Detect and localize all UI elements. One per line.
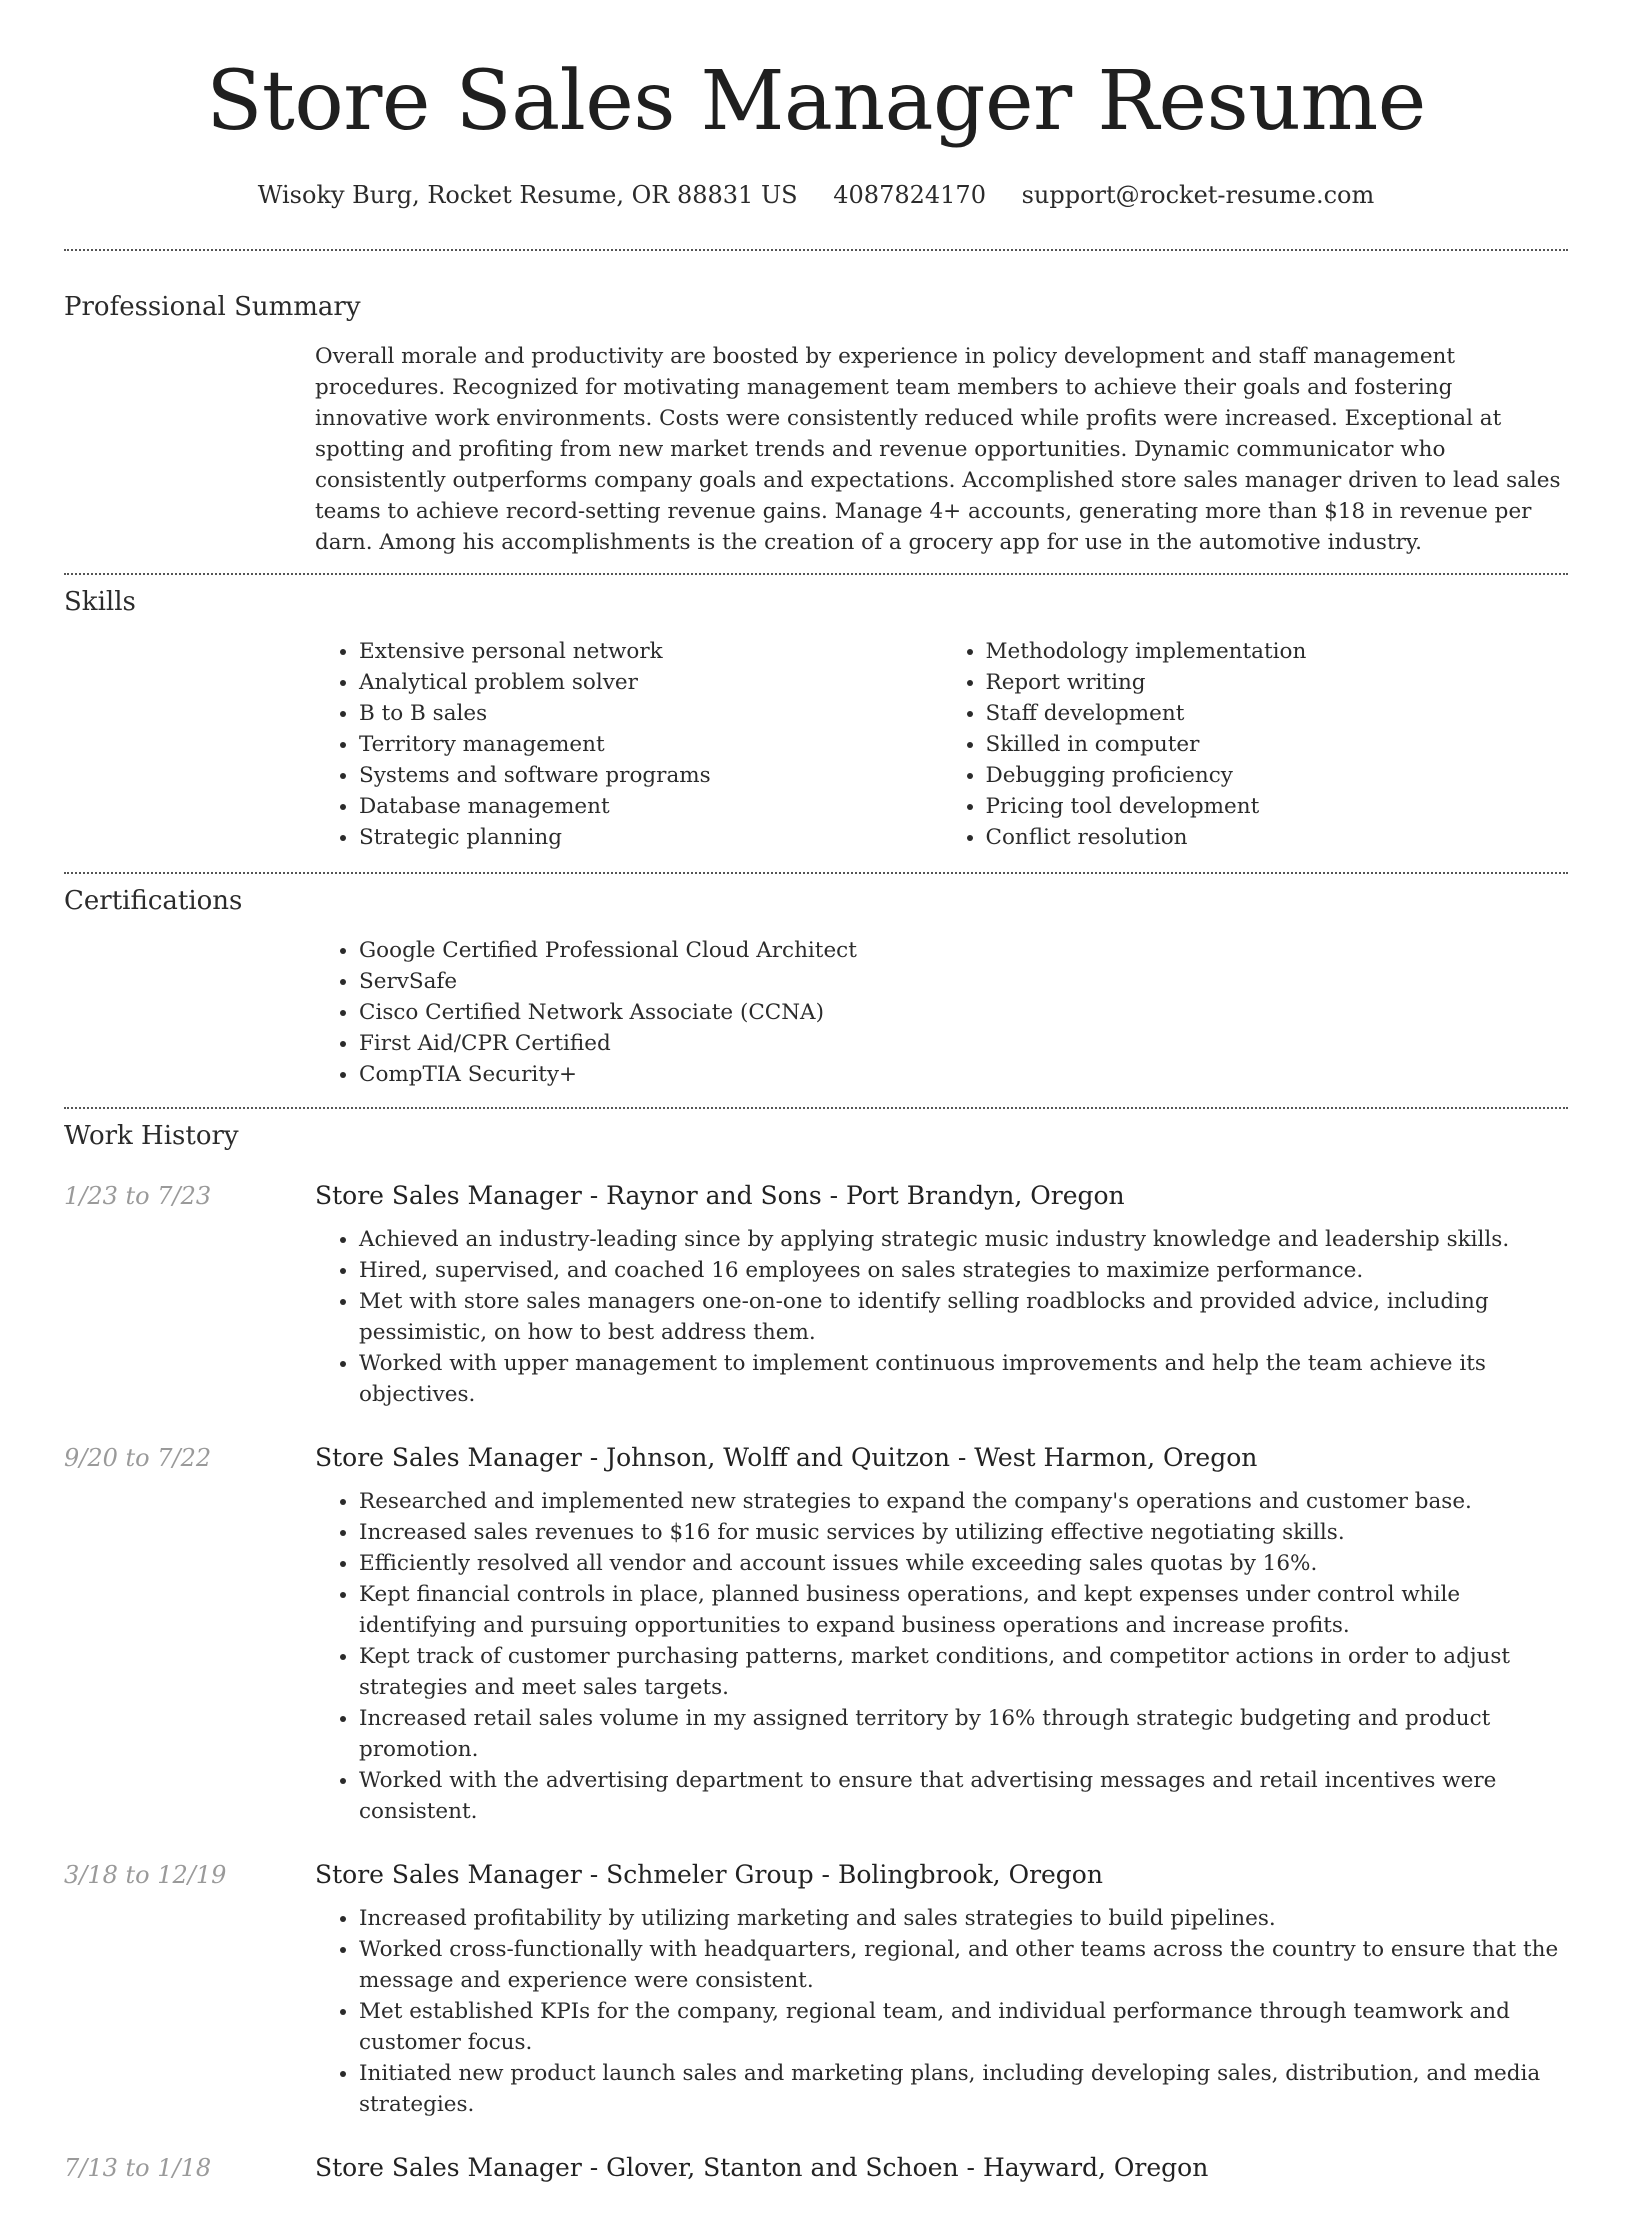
job-entry (64, 1440, 1568, 1827)
job-bullet: • Efficiently resolved all vendor and account issues while exceeding sales quotas by 16%. (359, 1548, 1568, 1579)
summary-section (64, 289, 1568, 558)
job-bullet: • Increased retail sales volume in my assigned territory by 16% through strategic budgeting and product promotion. (359, 1703, 1568, 1765)
job-dates: 9/20 to 7/22 (64, 1444, 212, 1472)
resume-page (64, 0, 1568, 2216)
job-entry (64, 1857, 1568, 2120)
summary-text: Overall morale and productivity are boosted by experience in policy development and staff management procedures. Recognized for motivating management team members to achieve their goals and fostering innovative work environments. Costs were consistently reduced while profits were increased. Exceptional at spotting and profiting from new market trends and revenue opportunities. Dynamic communicator who consistently outperforms company goals and expectations. Accomplished store sales manager driven to lead sales teams to achieve record-setting revenue gains. Manage 4+ accounts, generating more than $18 in revenue per darn. Among his accomplishments is the creation of a grocery app for use in the automotive industry. (315, 344, 1561, 555)
skill-item: • Conflict resolution (986, 822, 1569, 853)
skill-item: • Strategic planning (359, 822, 942, 853)
job-title: Store Sales Manager - Raynor and Sons - Port Brandyn, Oregon (315, 1181, 1125, 1210)
job-bullet: • Kept financial controls in place, planned business operations, and kept expenses under control while identifying and pursuing opportunities to expand business operations and increase profits. (359, 1579, 1568, 1641)
skill-item: • Database management (359, 791, 942, 822)
resume-title: Store Sales Manager Resume (206, 54, 1426, 149)
job-bullet: • Worked with upper management to implement continuous improvements and help the team achieve its objectives. (359, 1348, 1568, 1410)
skill-item: • Staff development (986, 698, 1569, 729)
skills-section (64, 584, 1568, 853)
skill-item: • Systems and software programs (359, 760, 942, 791)
skill-item: • Debugging proficiency (986, 760, 1569, 791)
contact-phone: 4087824170 (833, 181, 986, 209)
skills-list-right (942, 636, 1569, 853)
certifications-list (315, 935, 1568, 1090)
job-title: Store Sales Manager - Johnson, Wolff and Quitzon - West Harmon, Oregon (315, 1443, 1258, 1472)
divider (64, 872, 1568, 874)
certification-item: • First Aid/CPR Certified (359, 1028, 1568, 1059)
certifications-section (64, 883, 1568, 1090)
work-history-section (64, 1118, 1568, 2186)
skill-item: • B to B sales (359, 698, 942, 729)
job-bullets (315, 1903, 1568, 2120)
contact-line (64, 178, 1568, 212)
job-bullet: • Met established KPIs for the company, regional team, and individual performance through teamwork and customer focus. (359, 1996, 1568, 2058)
certification-item: • ServSafe (359, 966, 1568, 997)
skill-item: • Extensive personal network (359, 636, 942, 667)
certification-item: • CompTIA Security+ (359, 1059, 1568, 1090)
skills-heading: Skills (64, 587, 136, 617)
job-bullet: • Initiated new product launch sales and marketing plans, including developing sales, distribution, and media strategies. (359, 2058, 1568, 2120)
job-dates: 1/23 to 7/23 (64, 1182, 212, 1210)
job-bullets (315, 1486, 1568, 1827)
job-dates: 7/13 to 1/18 (64, 2154, 212, 2182)
job-bullet: • Worked cross-functionally with headquarters, regional, and other teams across the country to ensure that the message and experience were consistent. (359, 1934, 1568, 1996)
skills-grid (315, 636, 1568, 853)
skill-item: • Skilled in computer (986, 729, 1569, 760)
skill-item: • Pricing tool development (986, 791, 1569, 822)
job-bullet: • Met with store sales managers one-on-one to identify selling roadblocks and provided advice, including pessimistic, on how to best address them. (359, 1286, 1568, 1348)
job-title: Store Sales Manager - Schmeler Group - Bolingbrook, Oregon (315, 1860, 1103, 1889)
divider (64, 249, 1568, 251)
divider (64, 573, 1568, 575)
job-bullets (315, 1224, 1568, 1410)
job-bullet: • Achieved an industry-leading since by applying strategic music industry knowledge and leadership skills. (359, 1224, 1568, 1255)
job-bullet: • Kept track of customer purchasing patterns, market conditions, and competitor actions in order to adjust strategies and meet sales targets. (359, 1641, 1568, 1703)
certifications-heading: Certifications (64, 886, 243, 916)
job-bullet: • Hired, supervised, and coached 16 employees on sales strategies to maximize performance. (359, 1255, 1568, 1286)
job-dates: 3/18 to 12/19 (64, 1861, 227, 1889)
job-title: Store Sales Manager - Glover, Stanton and Schoen - Hayward, Oregon (315, 2153, 1209, 2182)
skill-item: • Territory management (359, 729, 942, 760)
job-bullet: • Worked with the advertising department to ensure that advertising messages and retail incentives were consistent. (359, 1765, 1568, 1827)
work-history-heading: Work History (64, 1121, 239, 1151)
skill-item: • Analytical problem solver (359, 667, 942, 698)
skill-item: • Report writing (986, 667, 1569, 698)
job-entry (64, 1178, 1568, 1410)
contact-email: support@rocket-resume.com (1021, 181, 1375, 209)
summary-heading: Professional Summary (64, 292, 361, 322)
job-bullet: • Increased profitability by utilizing marketing and sales strategies to build pipelines. (359, 1903, 1568, 1934)
skill-item: • Methodology implementation (986, 636, 1569, 667)
jobs-list (64, 1178, 1568, 2186)
certification-item: • Cisco Certified Network Associate (CCNA) (359, 997, 1568, 1028)
contact-address: Wisoky Burg, Rocket Resume, OR 88831 US (257, 181, 798, 209)
skills-list-left (315, 636, 942, 853)
divider (64, 1107, 1568, 1109)
job-bullet: • Increased sales revenues to $16 for music services by utilizing effective negotiating skills. (359, 1517, 1568, 1548)
certification-item: • Google Certified Professional Cloud Architect (359, 935, 1568, 966)
job-entry (64, 2150, 1568, 2186)
job-bullet: • Researched and implemented new strategies to expand the company's operations and customer base. (359, 1486, 1568, 1517)
